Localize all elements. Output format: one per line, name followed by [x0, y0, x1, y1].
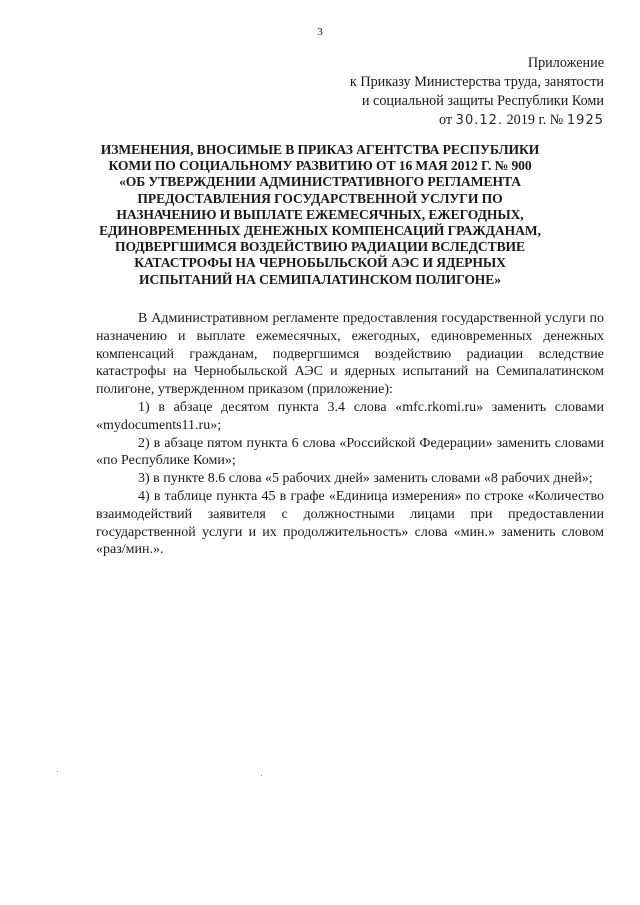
title-line: КОМИ ПО СОЦИАЛЬНОМУ РАЗВИТИЮ ОТ 16 МАЯ 2012 Г. № 900: [108, 158, 532, 174]
appendix-ref-line: к Приказу Министерства труда, занятости: [349, 74, 604, 90]
date-year: 2019 г. №: [506, 112, 564, 128]
appendix-header: [304, 54, 604, 130]
scan-speck: [57, 771, 58, 772]
title-line: «ОБ УТВЕРЖДЕНИИ АДМИНИСТРАТИВНОГО РЕГЛАМЕНТА: [119, 174, 521, 190]
document-title: [96, 142, 544, 288]
document-body: [96, 310, 604, 559]
handwritten-date: 30.12.: [455, 113, 504, 128]
intro-paragraph: В Административном регламенте предоставления государственной услуги по назначению и выплате ежемесячных, ежегодных, единовременных денежных компенсаций гражданам, подвергшимся воздействию радиации вследствие катастрофы на Чернобыльской АЭС и ядерных испытаний на Семипалатинском полигоне, утвержденном приказом (приложение):: [96, 311, 604, 398]
title-line: ИЗМЕНЕНИЯ, ВНОСИМЫЕ В ПРИКАЗ АГЕНТСТВА РЕСПУБЛИКИ: [100, 142, 540, 157]
title-line: КАТАСТРОФЫ НА ЧЕРНОБЫЛЬСКОЙ АЭС И ЯДЕРНЫХ: [134, 255, 506, 271]
page-number: 3: [317, 26, 323, 38]
title-line: ПРЕДОСТАВЛЕНИЯ ГОСУДАРСТВЕННОЙ УСЛУГИ ПО: [137, 190, 503, 206]
appendix-ref-line: и социальной защиты Республики Коми: [361, 93, 604, 109]
handwritten-order-number: 1925: [566, 113, 604, 128]
title-line: ЕДИНОВРЕМЕННЫХ ДЕНЕЖНЫХ КОМПЕНСАЦИЙ ГРАЖДАНАМ,: [99, 223, 541, 239]
appendix-label: Приложение: [527, 55, 604, 71]
title-line: НАЗНАЧЕНИЮ И ВЫПЛАТЕ ЕЖЕМЕСЯЧНЫХ, ЕЖЕГОДНЫХ,: [116, 206, 524, 222]
title-line: ПОДВЕРГШИМСЯ ВОЗДЕЙСТВИЮ РАДИАЦИИ ВСЛЕДСТВИЕ: [114, 239, 525, 255]
amendment-item: 2) в абзаце пятом пункта 6 слова «Российской Федерации» заменить словами «по Республике Коми»;: [96, 435, 604, 469]
amendment-item: 3) в пункте 8.6 слова «5 рабочих дней» заменить словами «8 рабочих дней»;: [138, 471, 593, 487]
title-line: ИСПЫТАНИЙ НА СЕМИПАЛАТИНСКОМ ПОЛИГОНЕ»: [139, 271, 501, 287]
appendix-date-line: [304, 111, 604, 130]
date-prefix: от: [439, 112, 453, 128]
scan-speck: [261, 775, 262, 776]
amendment-item: 4) в таблице пункта 45 в графе «Единица измерения» по строке «Количество взаимодействий заявителя с должностными лицами при предоставлении государственной услуги и их продолжительность» слова «мин.» заменить словом «раз/мин.».: [96, 488, 604, 558]
amendment-item: 1) в абзаце десятом пункта 3.4 слова «mfc.rkomi.ru» заменить словами «mydocuments11.ru»;: [96, 399, 604, 433]
